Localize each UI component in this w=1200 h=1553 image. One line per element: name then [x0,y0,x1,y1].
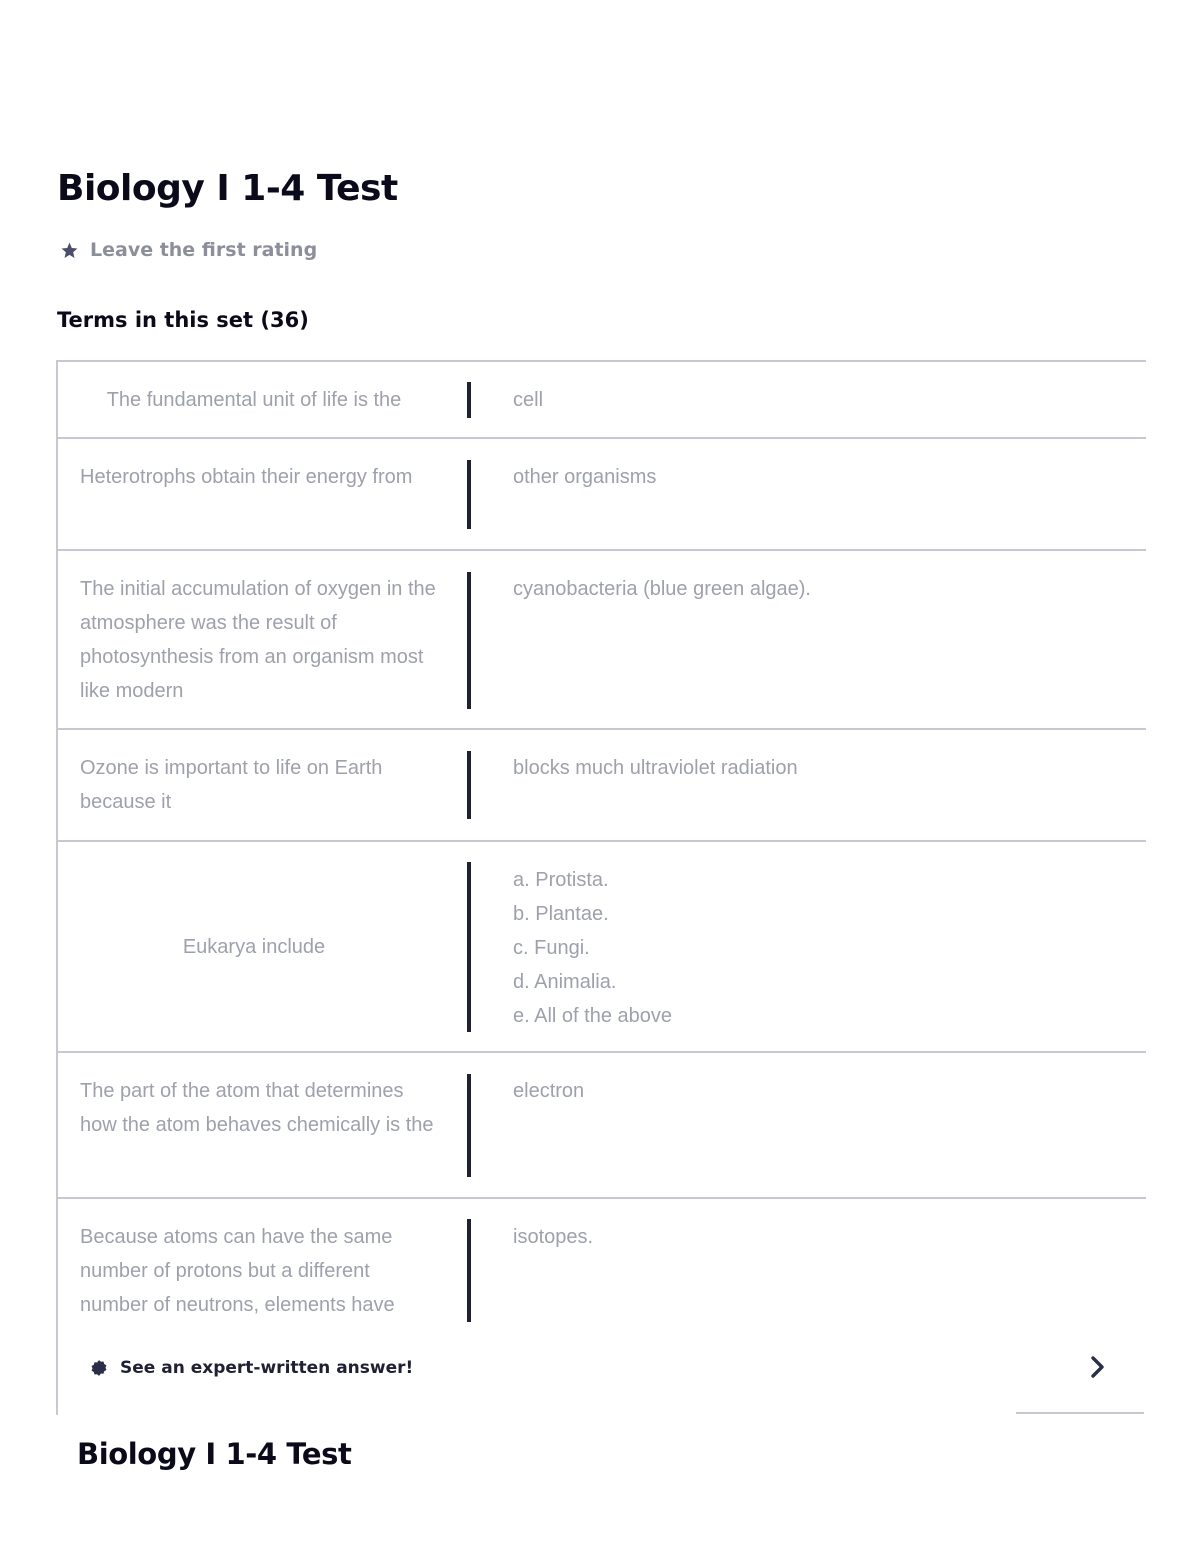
card-divider [467,751,471,819]
definition-line: blocks much ultraviolet radiation [513,757,798,779]
badge-icon [90,1359,108,1377]
card-definition [513,863,1113,1033]
star-icon [60,241,79,260]
card-3[interactable] [58,551,1146,730]
card-5[interactable] [58,842,1146,1053]
card-definition [513,1074,1113,1108]
card-2[interactable] [58,439,1146,551]
definition-line: cell [513,389,544,411]
card-term: Heterotrophs obtain their energy from [80,466,413,488]
card-term: Ozone is important to life on Earth because it [80,757,383,813]
definition-line: c. Fungi. [513,937,590,959]
card-definition [513,751,1113,785]
card-definition [513,460,1113,494]
card-divider [467,862,471,1032]
card-7[interactable] [58,1199,1146,1415]
expert-answer-label: See an expert-written answer! [120,1358,414,1378]
definition-line: other organisms [513,466,657,488]
card-divider [467,460,471,529]
rating-label: Leave the first rating [90,239,318,261]
divider-line [1016,1412,1144,1414]
card-term: The initial accumulation of oxygen in the atmosphere was the result of photosynthesis from an organism most like modern [80,578,436,702]
card-definition [513,383,1113,417]
card-divider [467,382,471,418]
expert-answer-link[interactable] [90,1355,413,1381]
card-divider [467,1074,471,1177]
chevron-right-icon[interactable] [1085,1354,1109,1380]
definition-line: a. Protista. [513,869,609,891]
card-term: The part of the atom that determines how the atom behaves chemically is the [80,1080,434,1136]
terms-heading: Terms in this set (36) [57,308,309,332]
definition-line: cyanobacteria (blue green algae). [513,578,811,600]
definition-line: d. Animalia. [513,971,617,993]
card-definition [513,572,1113,606]
page-title: Biology I 1-4 Test [57,168,398,209]
card-term: The fundamental unit of life is the [106,389,402,411]
definition-line: e. All of the above [513,1005,673,1027]
card-term: Because atoms can have the same number of protons but a different number of neutrons, elements have [80,1226,395,1316]
card-1[interactable] [58,362,1146,439]
definition-line: isotopes. [513,1226,594,1248]
card-list [56,360,1146,1415]
footer-title: Biology I 1-4 Test [77,1437,352,1471]
definition-line: electron [513,1080,585,1102]
card-4[interactable] [58,730,1146,842]
card-definition [513,1220,1113,1254]
card-divider [467,572,471,709]
rating-link[interactable] [60,236,317,264]
card-divider [467,1219,471,1322]
definition-line: b. Plantae. [513,903,609,925]
card-6[interactable] [58,1053,1146,1199]
card-term: Eukarya include [182,936,326,958]
